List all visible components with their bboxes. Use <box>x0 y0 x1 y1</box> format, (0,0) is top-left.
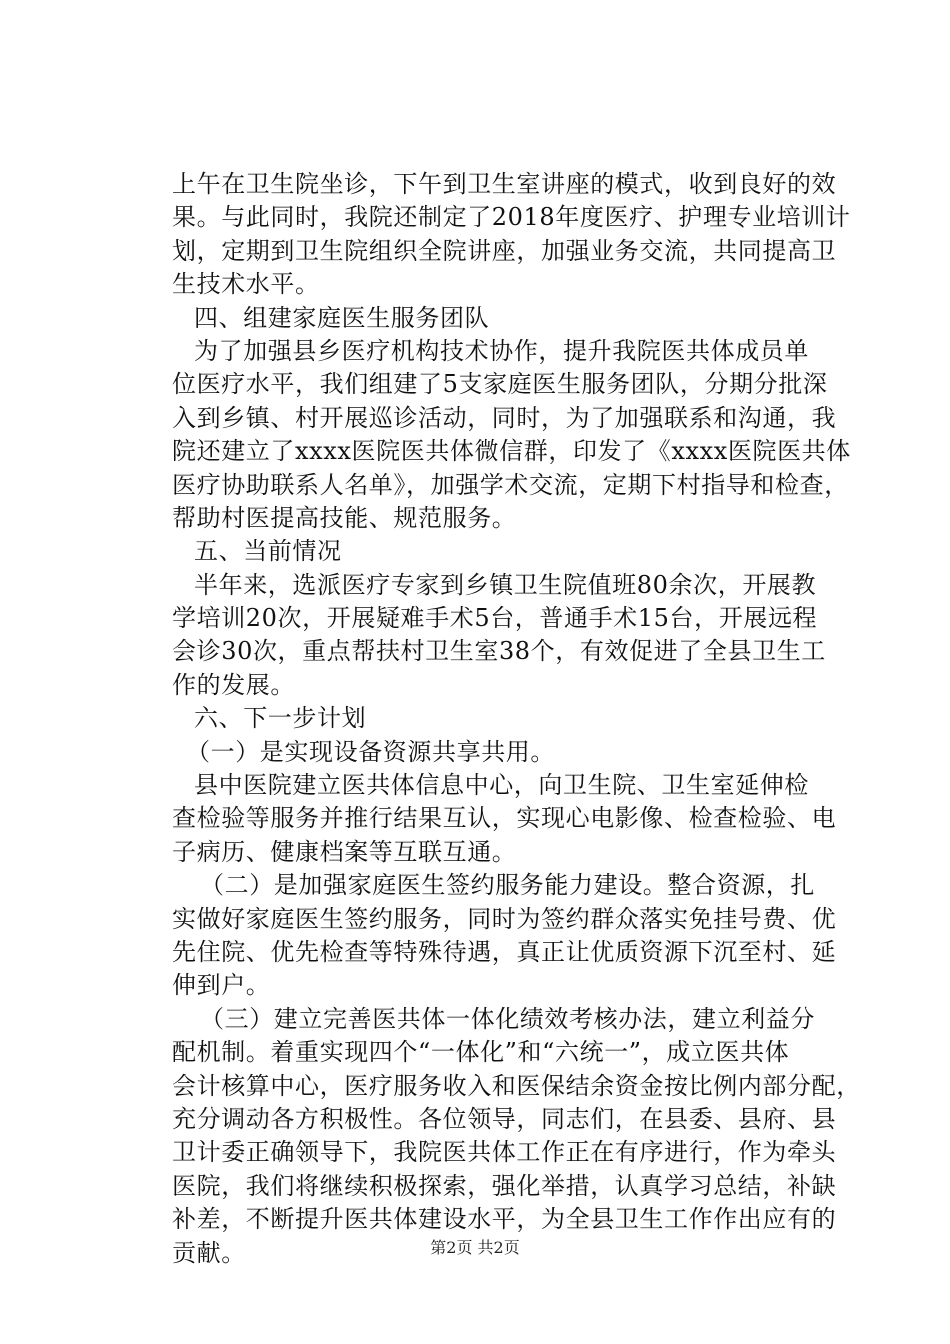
body-line: 医疗协助联系人名单》，加强学术交流，定期下村指导和检查， <box>172 470 849 499</box>
body-line: 半年来，选派医疗专家到乡镇卫生院值班80余次，开展教 <box>194 570 817 599</box>
body-line: 卫计委正确领导下，我院医共体工作正在有序进行，作为牵头 <box>172 1138 837 1167</box>
page-number-footer: 第2页 共2页 <box>430 1238 520 1257</box>
body-line: 生技术水平。 <box>172 270 320 299</box>
body-line: 上午在卫生院坐诊，下午到卫生室讲座的模式，收到良好的效 <box>172 170 837 198</box>
body-line: 贡献。 <box>172 1238 246 1267</box>
body-line: 位医疗水平，我们组建了5支家庭医生服务团队，分期分批深 <box>172 370 828 399</box>
body-line: 果。与此同时，我院还制定了2018年度医疗、护理专业培训计 <box>172 203 851 232</box>
section-heading: 六、下一步计划 <box>194 704 367 733</box>
body-line: （二）是加强家庭医生签约服务能力建设。整合资源，扎 <box>200 871 815 900</box>
subsection-heading: （一）是实现设备资源共享共用。 <box>186 737 555 766</box>
body-line: 子病历、健康档案等互联互通。 <box>172 837 517 866</box>
body-line: 充分调动各方积极性。各位领导，同志们，在县委、县府、县 <box>172 1104 837 1133</box>
body-line: （三）建立完善医共体一体化绩效考核办法，建立利益分 <box>200 1004 815 1033</box>
body-line: 帮助村医提高技能、规范服务。 <box>172 503 517 532</box>
body-line: 学培训20次，开展疑难手术5台，普通手术15台，开展远程 <box>172 604 818 633</box>
body-line: 划，定期到卫生院组织全院讲座，加强业务交流，共同提高卫 <box>172 236 837 265</box>
body-line: 配机制。着重实现四个“一体化”和“六统一”，成立医共体 <box>172 1038 790 1067</box>
body-line: 会计核算中心，医疗服务收入和医保结余资金按比例内部分配， <box>172 1071 861 1100</box>
section-heading: 五、当前情况 <box>194 537 342 566</box>
body-line: 院还建立了xxxx医院医共体微信群，印发了《xxxx医院医共体 <box>172 437 851 466</box>
body-line: 补差，不断提升医共体建设水平，为全县卫生工作作出应有的 <box>172 1205 837 1234</box>
document-body <box>172 168 861 1270</box>
body-line: 查检验等服务并推行结果互认，实现心电影像、检查检验、电 <box>172 804 837 833</box>
body-line: 入到乡镇、村开展巡诊活动，同时，为了加强联系和沟通，我 <box>172 403 837 432</box>
body-line: 县中医院建立医共体信息中心，向卫生院、卫生室延伸检 <box>194 771 809 800</box>
body-line: 医院，我们将继续积极探索，强化举措，认真学习总结，补缺 <box>172 1171 837 1200</box>
body-line: 为了加强县乡医疗机构技术协作，提升我院医共体成员单 <box>194 336 809 365</box>
body-line: 先住院、优先检查等特殊待遇，真正让优质资源下沉至村、延 <box>172 937 837 966</box>
body-line: 伸到户。 <box>172 971 271 1000</box>
body-line: 作的发展。 <box>172 670 295 699</box>
section-heading: 四、组建家庭医生服务团队 <box>194 303 490 332</box>
body-line: 会诊30次，重点帮扶村卫生室38个，有效促进了全县卫生工 <box>172 637 826 666</box>
body-line: 实做好家庭医生签约服务，同时为签约群众落实免挂号费、优 <box>172 904 837 933</box>
